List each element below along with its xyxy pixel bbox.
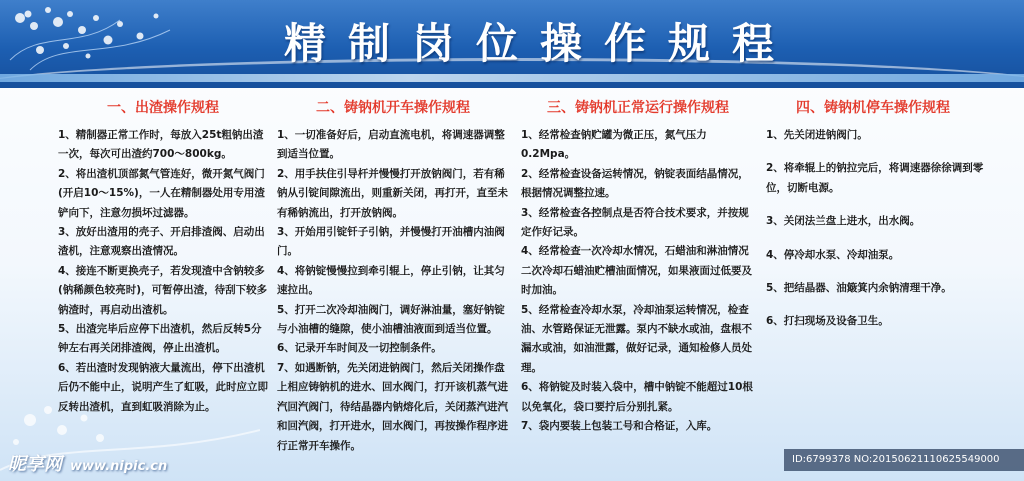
section-paragraph: 4、接连不断更换壳子，若发现渣中含钠较多(钠稀颜色较亮时)，可暂停出渣，待刮下较多钠渣时，再启动出渣机。 [58, 264, 268, 316]
watermark [8, 450, 167, 476]
section-paragraph: 5、打开二次冷却油阀门，调好淋油量，塞好钠锭与小油槽的缝隙，使小油槽油液面到适当位置。 [277, 303, 505, 336]
section-heading: 一、出渣操作规程 [107, 100, 219, 116]
section-paragraph: 7、如遇断钠，先关闭进钠阀门，然后关闭操作盘上相应铸钠机的进水、回水阀门，打开该机蒸气进汽回汽阀门，待结晶器内钠熔化后，关闭蒸汽进汽和回汽阀，打开进水，回水阀门，再按操作程序进行正常开车操作。 [277, 361, 508, 452]
section-paragraph: 6、记录开车时间及一切控制条件。 [277, 342, 442, 355]
section-paragraph: 2、将牵辊上的钠拉完后，将调速器徐徐调到零位，切断电源。 [766, 162, 984, 194]
section-paragraph: 2、将出渣机顶部氮气管连好，微开氮气阀门(开启10～15%)，一人在精制器处用专用渣铲向下，注意勿损坏过滤器。 [58, 167, 265, 219]
section-caster-stop [766, 98, 984, 346]
section-caster-operation [521, 98, 755, 437]
title-banner [0, 0, 1024, 88]
section-paragraph: 3、关闭法兰盘上进水，出水阀。 [766, 215, 921, 228]
section-paragraph: 1、一切准备好后，启动直流电机，将调速器调整到适当位置。 [277, 129, 505, 161]
section-paragraph: 1、精制器正常工作时，每放入25t粗钠出渣一次，每次可出渣约700～800kg。 [58, 129, 264, 161]
banner-stripe [0, 74, 1024, 82]
section-paragraph: 2、用手扶住引导杆并慢慢打开放钠阀门，若有稀钠从引锭间隙流出，则重新关闭，再打开，直至未有稀钠流出，打开放钠阀。 [277, 167, 508, 219]
section-heading: 四、铸钠机停车操作规程 [796, 100, 950, 116]
section-slag-discharge [58, 98, 268, 417]
section-paragraph: 1、经常检查钠贮罐为微正压，氮气压力0.2Mpa。 [521, 129, 707, 161]
image-id-label: ID:6799378 NO:20150621110625549000 [784, 449, 1024, 471]
section-paragraph: 6、将钠锭及时装入袋中，槽中钠锭不能超过10根以免氧化，袋口要拧后分别扎紧。 [521, 381, 753, 413]
section-paragraph: 4、将钠锭慢慢拉到牵引辊上，停止引钠，让其匀速拉出。 [277, 264, 505, 297]
section-paragraph: 4、经常检查一次冷却水情况，石蜡油和淋油情况二次冷却石蜡油贮槽油面情况，如果液面过低要及时加油。 [521, 245, 752, 297]
section-paragraph: 3、开始用引锭钎子引钠，并慢慢打开油槽内油阀门。 [277, 226, 505, 258]
section-caster-start [277, 98, 509, 456]
section-paragraph: 3、放好出渣用的壳子、开启排渣阀、启动出渣机，注意观察出渣情况。 [58, 226, 265, 258]
section-paragraph: 2、经常检查设备运转情况，钠锭表面结晶情况，根据情况调整拉速。 [521, 167, 749, 200]
section-heading: 三、铸钠机正常运行操作规程 [547, 100, 729, 116]
page-title: 精制岗位操作规程 [283, 19, 796, 68]
section-heading: 二、铸钠机开车操作规程 [316, 100, 470, 116]
watermark-site: www.nipic.cn [70, 459, 168, 474]
section-paragraph: 6、打扫现场及设备卫生。 [766, 315, 889, 328]
section-paragraph: 5、把结晶器、油簸箕内余钠清理干净。 [766, 282, 952, 295]
section-paragraph: 3、经常检查各控制点是否符合技术要求，并按规定作好记录。 [521, 206, 749, 239]
section-paragraph: 6、若出渣时发现钠液大量流出，停下出渣机后仍不能中止，说明产生了虹吸，此时应立即反转出渣机，直到虹吸消除为止。 [58, 361, 268, 413]
section-paragraph: 5、经常检查冷却水泵，冷却油泵运转情况，检查油、水管路保证无泄露。泵内不缺水或油，盘根不漏水或油，如油泄露，做好记录，通知检修人员处理。 [521, 303, 752, 374]
watermark-brand: 昵享网 [8, 454, 62, 475]
section-paragraph: 1、先关闭进钠阀门。 [766, 129, 868, 141]
section-paragraph: 5、出渣完毕后应停下出渣机，然后反转5分钟左右再关闭排渣阀，停止出渣机。 [58, 323, 262, 355]
section-paragraph: 7、袋内要装上包装工号和合格证，入库。 [521, 420, 718, 433]
section-paragraph: 4、停冷却水泵、冷却油泵。 [766, 248, 900, 261]
